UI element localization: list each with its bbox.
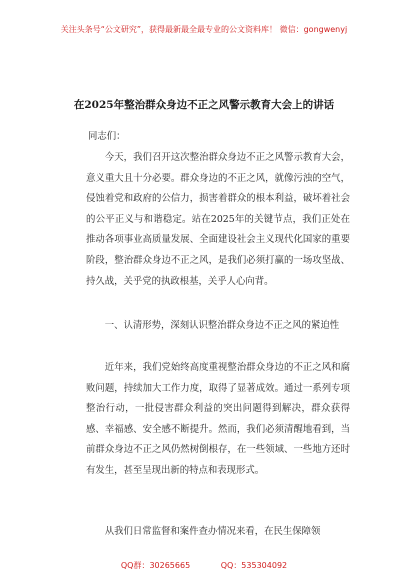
contact-footer <box>0 560 408 571</box>
paragraph-situation: 近年来，我们党始终高度重视整治群众身边的不正之风和腐败问题，持续加大工作力度，取得了显著成效。通过一系列专项整治行动，一批侵害群众利益的突出问题得到解决，群众获得感、幸福感、安全感不断提升。然而，我们必须清醒地看到，当前群众身边不正之风仍然树倒根存，在一些领域、一些地方还时有发生，甚至呈现出新的特点和表现形式。 <box>86 362 350 476</box>
section-heading: 一、认清形势，深刻认识整治群众身边不正之风的紧迫性 <box>104 320 340 331</box>
qq-number: QQ：535304092 <box>220 561 288 570</box>
paragraph-supervision: 从我们日常监督和案件查办情况来看，在民生保障领 <box>104 526 321 537</box>
document-title: 在2025年整治群众身边不正之风警示教育大会上的讲话 <box>73 99 335 111</box>
salutation: 同志们： <box>88 131 126 142</box>
qq-group: QQ群：30265665 <box>120 561 191 570</box>
promo-header: 关注头条号“公文研究”，获得最新最全最专业的公文资料库！ 微信：gongwenyj <box>60 25 348 34</box>
paragraph-intro: 今天，我们召开这次整治群众身边不正之风警示教育大会，意义重大且十分必要。群众身边的不正之风，就像污浊的空气，侵蚀着党和政府的公信力，损害着群众的根本利益，破坏着社会的公平正义与和谐稳定。站在2025年的关键节点，我们正处在推动各项事业高质量发展、全面建设社会主义现代化国家的重要阶段，整治群众身边不正之风，是我们必须打赢的一场攻坚战、持久战，关乎党的执政根基，关乎人心向背。 <box>86 152 350 287</box>
